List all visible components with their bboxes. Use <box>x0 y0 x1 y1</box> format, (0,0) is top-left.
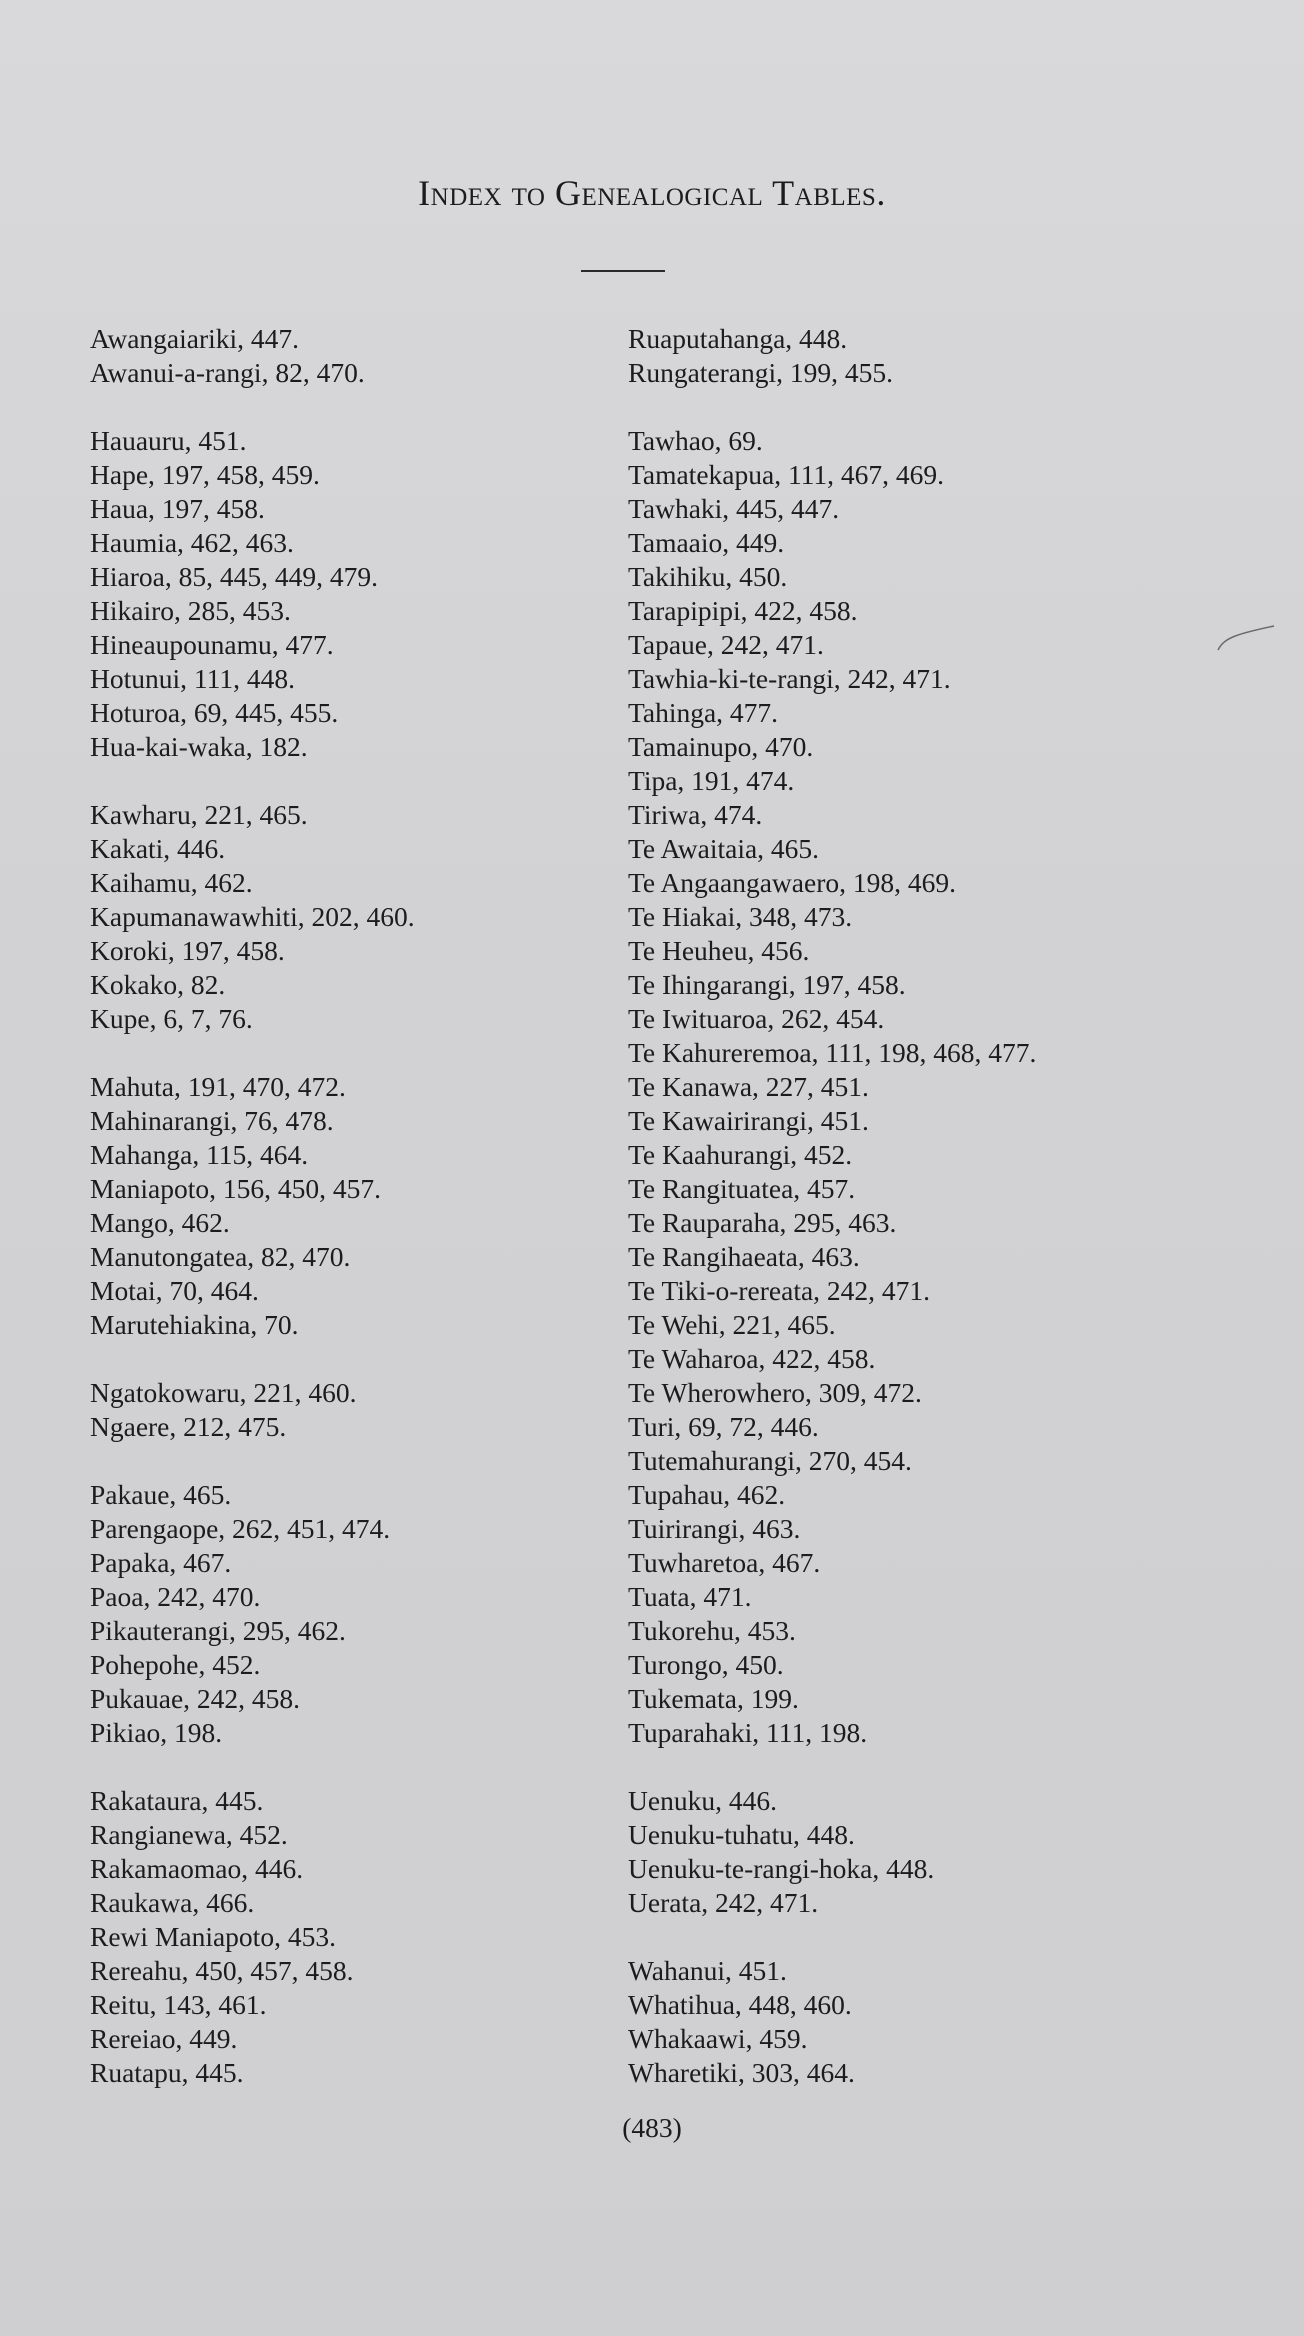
index-entry: Kupe, 6, 7, 76. <box>90 1003 253 1034</box>
index-entry: Wharetiki, 303, 464. <box>628 2057 855 2088</box>
index-entry: Tawhaki, 445, 447. <box>628 493 840 524</box>
group-gap <box>628 1920 1288 1954</box>
index-entry: Rewi Maniapoto, 453. <box>90 1921 336 1952</box>
index-entry: Pikauterangi, 295, 462. <box>90 1615 346 1646</box>
index-entry: Marutehiakina, 70. <box>90 1309 299 1340</box>
index-entry: Paoa, 242, 470. <box>90 1581 261 1612</box>
index-entry: Awangaiariki, 447. <box>90 323 300 354</box>
index-entry: Te Wehi, 221, 465. <box>628 1309 836 1340</box>
index-entry: Te Tiki-o-rereata, 242, 471. <box>628 1275 931 1306</box>
index-entry: Ruatapu, 445. <box>90 2057 244 2088</box>
index-entry: Te Hiakai, 348, 473. <box>628 901 853 932</box>
index-entry: Rereiao, 449. <box>90 2023 238 2054</box>
index-entry: Te Heuheu, 456. <box>628 935 810 966</box>
index-entry: Whatihua, 448, 460. <box>628 1989 852 2020</box>
index-entry: Pikiao, 198. <box>90 1717 223 1748</box>
index-entry: Tawhia-ki-te-rangi, 242, 471. <box>628 663 951 694</box>
index-entry: Te Rauparaha, 295, 463. <box>628 1207 897 1238</box>
index-entry: Papaka, 467. <box>90 1547 232 1578</box>
index-entry: Hotunui, 111, 448. <box>90 663 295 694</box>
index-entry: Te Rangihaeata, 463. <box>628 1241 860 1272</box>
index-entry: Hikairo, 285, 453. <box>90 595 291 626</box>
index-entry: Hauauru, 451. <box>90 425 247 456</box>
index-entry: Rakataura, 445. <box>90 1785 264 1816</box>
index-entry: Mango, 462. <box>90 1207 230 1238</box>
page-number: (483) <box>622 2112 682 2143</box>
index-entry: Rereahu, 450, 457, 458. <box>90 1955 354 1986</box>
index-entry: Te Kawairirangi, 451. <box>628 1105 869 1136</box>
index-entry: Awanui-a-rangi, 82, 470. <box>90 357 365 388</box>
index-entry: Tuata, 471. <box>628 1581 752 1612</box>
index-entry: Te Awaitaia, 465. <box>628 833 820 864</box>
index-entry: Tupahau, 462. <box>628 1479 786 1510</box>
index-entry: Uenuku, 446. <box>628 1785 777 1816</box>
index-entry: Te Kahureremoa, 111, 198, 468, 477. <box>628 1037 1037 1068</box>
index-entry: Manutongatea, 82, 470. <box>90 1241 351 1272</box>
index-entry: Reitu, 143, 461. <box>90 1989 267 2020</box>
index-entry: Pukauae, 242, 458. <box>90 1683 301 1714</box>
index-entry: Turongo, 450. <box>628 1649 784 1680</box>
group-gap <box>90 1036 610 1070</box>
index-entry: Hiaroa, 85, 445, 449, 479. <box>90 561 378 592</box>
index-entry: Tutemahurangi, 270, 454. <box>628 1445 912 1476</box>
index-column-right <box>628 322 1288 2090</box>
index-entry: Kawharu, 221, 465. <box>90 799 308 830</box>
index-entry: Rangianewa, 452. <box>90 1819 288 1850</box>
index-entry: Tapaue, 242, 471. <box>628 629 824 660</box>
group-gap <box>628 1750 1288 1784</box>
index-entry: Kapumanawawhiti, 202, 460. <box>90 901 415 932</box>
index-entry: Rungaterangi, 199, 455. <box>628 357 894 388</box>
index-entry: Hape, 197, 458, 459. <box>90 459 320 490</box>
index-entry: Kaihamu, 462. <box>90 867 253 898</box>
index-entry: Tamatekapua, 111, 467, 469. <box>628 459 945 490</box>
index-entry: Tamainupo, 470. <box>628 731 814 762</box>
index-entry: Tipa, 191, 474. <box>628 765 795 796</box>
index-entry: Whakaawi, 459. <box>628 2023 808 2054</box>
index-entry: Pohepohe, 452. <box>90 1649 261 1680</box>
index-entry: Tahinga, 477. <box>628 697 779 728</box>
index-entry: Raukawa, 466. <box>90 1887 255 1918</box>
index-entry: Wahanui, 451. <box>628 1955 787 1986</box>
index-entry: Parengaope, 262, 451, 474. <box>90 1513 391 1544</box>
index-entry: Tiriwa, 474. <box>628 799 763 830</box>
index-entry: Hua-kai-waka, 182. <box>90 731 308 762</box>
index-entry: Te Iwituaroa, 262, 454. <box>628 1003 885 1034</box>
index-entry: Tuparahaki, 111, 198. <box>628 1717 868 1748</box>
index-entry: Uenuku-tuhatu, 448. <box>628 1819 855 1850</box>
index-entry: Te Angaangawaero, 198, 469. <box>628 867 956 898</box>
index-entry: Ruaputahanga, 448. <box>628 323 848 354</box>
index-entry: Te Ihingarangi, 197, 458. <box>628 969 906 1000</box>
index-entry: Ngaere, 212, 475. <box>90 1411 287 1442</box>
index-entry: Ngatokowaru, 221, 460. <box>90 1377 357 1408</box>
index-entry: Hineaupounamu, 477. <box>90 629 334 660</box>
index-entry: Te Rangituatea, 457. <box>628 1173 856 1204</box>
index-entry: Mahanga, 115, 464. <box>90 1139 309 1170</box>
index-entry: Mahuta, 191, 470, 472. <box>90 1071 346 1102</box>
index-entry: Turi, 69, 72, 446. <box>628 1411 819 1442</box>
index-entry: Pakaue, 465. <box>90 1479 232 1510</box>
index-entry: Uenuku-te-rangi-hoka, 448. <box>628 1853 935 1884</box>
index-entry: Koroki, 197, 458. <box>90 935 285 966</box>
group-gap <box>628 390 1288 424</box>
index-entry: Te Waharoa, 422, 458. <box>628 1343 876 1374</box>
index-entry: Te Kanawa, 227, 451. <box>628 1071 869 1102</box>
index-entry: Rakamaomao, 446. <box>90 1853 304 1884</box>
index-entry: Uerata, 242, 471. <box>628 1887 819 1918</box>
index-entry: Maniapoto, 156, 450, 457. <box>90 1173 382 1204</box>
index-entry: Hoturoa, 69, 445, 455. <box>90 697 339 728</box>
index-entry: Kokako, 82. <box>90 969 226 1000</box>
index-entry: Takihiku, 450. <box>628 561 788 592</box>
index-entry: Tuwharetoa, 467. <box>628 1547 821 1578</box>
title-rule <box>581 270 665 272</box>
index-entry: Tawhao, 69. <box>628 425 763 456</box>
group-gap <box>90 764 610 798</box>
index-entry: Mahinarangi, 76, 478. <box>90 1105 334 1136</box>
index-entry: Tukorehu, 453. <box>628 1615 796 1646</box>
index-entry: Motai, 70, 464. <box>90 1275 259 1306</box>
group-gap <box>90 390 610 424</box>
index-entry: Haumia, 462, 463. <box>90 527 294 558</box>
index-column-left <box>90 322 610 2090</box>
index-entry: Haua, 197, 458. <box>90 493 265 524</box>
group-gap <box>90 1342 610 1376</box>
group-gap <box>90 1750 610 1784</box>
page-title: Index to Genealogical Tables. <box>418 173 886 213</box>
index-entry: Te Wherowhero, 309, 472. <box>628 1377 922 1408</box>
group-gap <box>90 1444 610 1478</box>
index-entry: Kakati, 446. <box>90 833 226 864</box>
index-entry: Tuirirangi, 463. <box>628 1513 801 1544</box>
index-entry: Tamaaio, 449. <box>628 527 785 558</box>
index-entry: Tukemata, 199. <box>628 1683 799 1714</box>
index-entry: Te Kaahurangi, 452. <box>628 1139 853 1170</box>
pencil-mark <box>1216 624 1278 654</box>
index-entry: Tarapipipi, 422, 458. <box>628 595 858 626</box>
